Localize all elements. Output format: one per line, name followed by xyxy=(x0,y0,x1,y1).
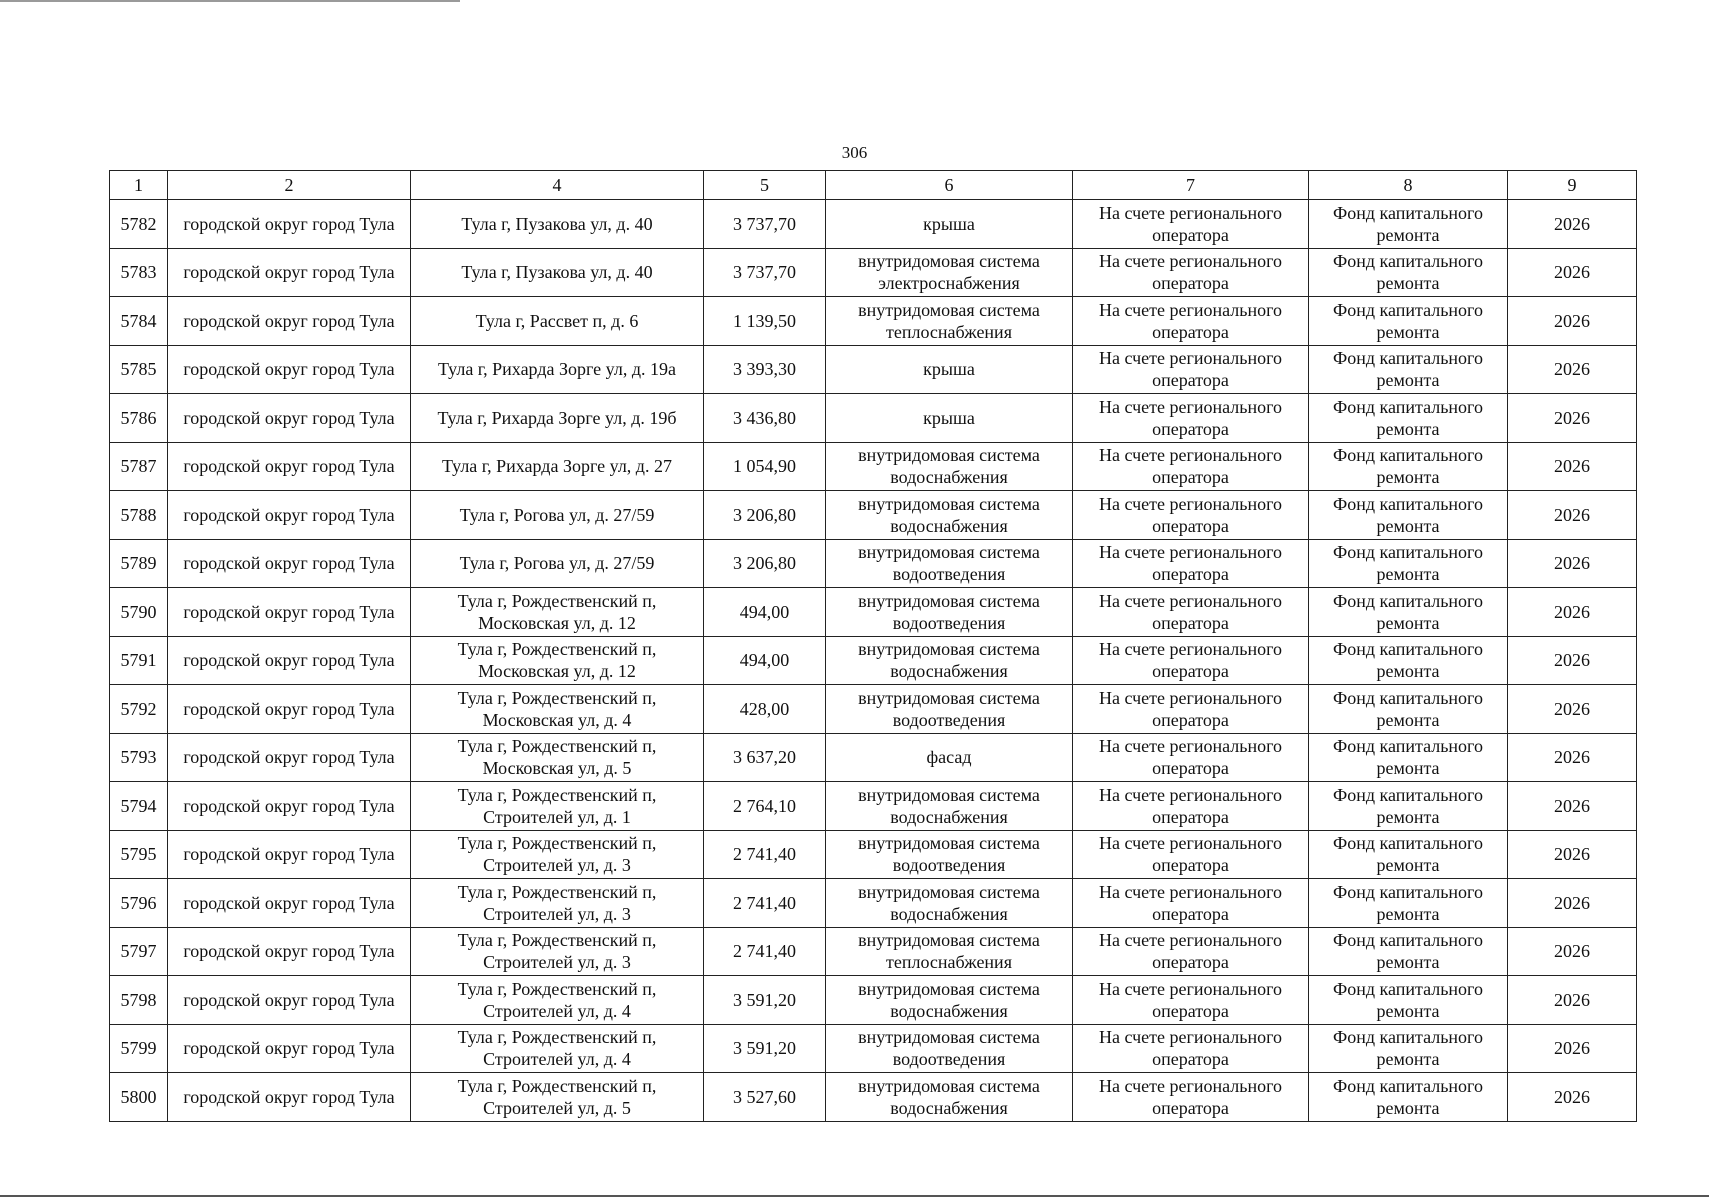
column-header: 2 xyxy=(168,171,411,200)
funding-method-cell: На счете регионального оператора xyxy=(1073,539,1309,588)
funding-source-cell: Фонд капитального ремонта xyxy=(1309,394,1508,443)
repair-element-cell: внутридомовая система водоснабжения xyxy=(826,442,1073,491)
year-cell: 2026 xyxy=(1508,636,1637,685)
table-row xyxy=(110,879,1637,928)
repair-element-cell: фасад xyxy=(826,733,1073,782)
table-row xyxy=(110,491,1637,540)
year-cell: 2026 xyxy=(1508,927,1637,976)
repair-element-cell: внутридомовая система водоотведения xyxy=(826,539,1073,588)
address-cell: Тула г, Пузакова ул, д. 40 xyxy=(411,200,704,249)
municipality-cell: городской округ город Тула xyxy=(168,1024,411,1073)
address-cell: Тула г, Рождественский п, Строителей ул, д. 1 xyxy=(411,782,704,831)
area-cell: 1 139,50 xyxy=(704,297,826,346)
year-cell: 2026 xyxy=(1508,685,1637,734)
table-row xyxy=(110,1024,1637,1073)
address-cell: Тула г, Рихарда Зорге ул, д. 27 xyxy=(411,442,704,491)
municipality-cell: городской округ город Тула xyxy=(168,442,411,491)
table-row xyxy=(110,927,1637,976)
funding-source-cell: Фонд капитального ремонта xyxy=(1309,879,1508,928)
row-number-cell: 5797 xyxy=(110,927,168,976)
column-header: 9 xyxy=(1508,171,1637,200)
area-cell: 2 741,40 xyxy=(704,927,826,976)
header-row xyxy=(110,171,1637,200)
table-row xyxy=(110,345,1637,394)
row-number-cell: 5786 xyxy=(110,394,168,443)
municipality-cell: городской округ город Тула xyxy=(168,200,411,249)
repair-element-cell: внутридомовая система водоснабжения xyxy=(826,1073,1073,1122)
area-cell: 3 737,70 xyxy=(704,248,826,297)
row-number-cell: 5784 xyxy=(110,297,168,346)
repair-element-cell: внутридомовая система водоотведения xyxy=(826,1024,1073,1073)
year-cell: 2026 xyxy=(1508,782,1637,831)
area-cell: 3 436,80 xyxy=(704,394,826,443)
municipality-cell: городской округ город Тула xyxy=(168,491,411,540)
year-cell: 2026 xyxy=(1508,248,1637,297)
year-cell: 2026 xyxy=(1508,1024,1637,1073)
row-number-cell: 5796 xyxy=(110,879,168,928)
address-cell: Тула г, Рихарда Зорге ул, д. 19а xyxy=(411,345,704,394)
funding-method-cell: На счете регионального оператора xyxy=(1073,782,1309,831)
address-cell: Тула г, Рихарда Зорге ул, д. 19б xyxy=(411,394,704,443)
address-cell: Тула г, Рождественский п, Строителей ул, д. 3 xyxy=(411,927,704,976)
row-number-cell: 5791 xyxy=(110,636,168,685)
funding-method-cell: На счете регионального оператора xyxy=(1073,830,1309,879)
funding-source-cell: Фонд капитального ремонта xyxy=(1309,248,1508,297)
funding-source-cell: Фонд капитального ремонта xyxy=(1309,1024,1508,1073)
row-number-cell: 5800 xyxy=(110,1073,168,1122)
table-row xyxy=(110,782,1637,831)
area-cell: 3 206,80 xyxy=(704,539,826,588)
area-cell: 3 637,20 xyxy=(704,733,826,782)
repair-element-cell: внутридомовая система теплоснабжения xyxy=(826,927,1073,976)
funding-source-cell: Фонд капитального ремонта xyxy=(1309,636,1508,685)
year-cell: 2026 xyxy=(1508,394,1637,443)
funding-method-cell: На счете регионального оператора xyxy=(1073,636,1309,685)
repair-register-table xyxy=(109,170,1637,1122)
row-number-cell: 5790 xyxy=(110,588,168,637)
area-cell: 3 527,60 xyxy=(704,1073,826,1122)
funding-source-cell: Фонд капитального ремонта xyxy=(1309,685,1508,734)
funding-method-cell: На счете регионального оператора xyxy=(1073,248,1309,297)
address-cell: Тула г, Рождественский п, Строителей ул, д. 4 xyxy=(411,976,704,1025)
row-number-cell: 5798 xyxy=(110,976,168,1025)
year-cell: 2026 xyxy=(1508,588,1637,637)
address-cell: Тула г, Рогова ул, д. 27/59 xyxy=(411,539,704,588)
top-rule xyxy=(0,0,460,2)
table-row xyxy=(110,636,1637,685)
year-cell: 2026 xyxy=(1508,539,1637,588)
address-cell: Тула г, Рождественский п, Московская ул, д. 5 xyxy=(411,733,704,782)
funding-source-cell: Фонд капитального ремонта xyxy=(1309,539,1508,588)
municipality-cell: городской округ город Тула xyxy=(168,733,411,782)
funding-source-cell: Фонд капитального ремонта xyxy=(1309,345,1508,394)
address-cell: Тула г, Рассвет п, д. 6 xyxy=(411,297,704,346)
address-cell: Тула г, Рождественский п, Строителей ул, д. 3 xyxy=(411,879,704,928)
repair-element-cell: внутридомовая система водоснабжения xyxy=(826,879,1073,928)
row-number-cell: 5794 xyxy=(110,782,168,831)
bottom-rule xyxy=(0,1195,1709,1197)
address-cell: Тула г, Рождественский п, Строителей ул, д. 4 xyxy=(411,1024,704,1073)
area-cell: 1 054,90 xyxy=(704,442,826,491)
funding-method-cell: На счете регионального оператора xyxy=(1073,1073,1309,1122)
row-number-cell: 5792 xyxy=(110,685,168,734)
funding-source-cell: Фонд капитального ремонта xyxy=(1309,830,1508,879)
municipality-cell: городской округ город Тула xyxy=(168,394,411,443)
table-row xyxy=(110,733,1637,782)
year-cell: 2026 xyxy=(1508,442,1637,491)
year-cell: 2026 xyxy=(1508,879,1637,928)
address-cell: Тула г, Рождественский п, Московская ул, д. 12 xyxy=(411,636,704,685)
area-cell: 3 206,80 xyxy=(704,491,826,540)
funding-source-cell: Фонд капитального ремонта xyxy=(1309,782,1508,831)
municipality-cell: городской округ город Тула xyxy=(168,830,411,879)
funding-method-cell: На счете регионального оператора xyxy=(1073,927,1309,976)
row-number-cell: 5789 xyxy=(110,539,168,588)
funding-method-cell: На счете регионального оператора xyxy=(1073,200,1309,249)
address-cell: Тула г, Рождественский п, Московская ул, д. 12 xyxy=(411,588,704,637)
municipality-cell: городской округ город Тула xyxy=(168,1073,411,1122)
column-header: 1 xyxy=(110,171,168,200)
area-cell: 3 591,20 xyxy=(704,1024,826,1073)
row-number-cell: 5782 xyxy=(110,200,168,249)
page-number: 306 xyxy=(841,143,868,162)
table-row xyxy=(110,200,1637,249)
year-cell: 2026 xyxy=(1508,1073,1637,1122)
funding-source-cell: Фонд капитального ремонта xyxy=(1309,442,1508,491)
table-row xyxy=(110,976,1637,1025)
area-cell: 3 591,20 xyxy=(704,976,826,1025)
funding-method-cell: На счете регионального оператора xyxy=(1073,685,1309,734)
address-cell: Тула г, Рогова ул, д. 27/59 xyxy=(411,491,704,540)
column-header: 4 xyxy=(411,171,704,200)
address-cell: Тула г, Рождественский п, Московская ул, д. 4 xyxy=(411,685,704,734)
funding-source-cell: Фонд капитального ремонта xyxy=(1309,588,1508,637)
municipality-cell: городской округ город Тула xyxy=(168,297,411,346)
row-number-cell: 5788 xyxy=(110,491,168,540)
year-cell: 2026 xyxy=(1508,200,1637,249)
year-cell: 2026 xyxy=(1508,830,1637,879)
municipality-cell: городской округ город Тула xyxy=(168,927,411,976)
table-row xyxy=(110,394,1637,443)
municipality-cell: городской округ город Тула xyxy=(168,345,411,394)
area-cell: 3 737,70 xyxy=(704,200,826,249)
area-cell: 3 393,30 xyxy=(704,345,826,394)
repair-element-cell: крыша xyxy=(826,200,1073,249)
repair-element-cell: внутридомовая система водоснабжения xyxy=(826,976,1073,1025)
municipality-cell: городской округ город Тула xyxy=(168,685,411,734)
row-number-cell: 5783 xyxy=(110,248,168,297)
repair-element-cell: внутридомовая система водоотведения xyxy=(826,830,1073,879)
municipality-cell: городской округ город Тула xyxy=(168,588,411,637)
year-cell: 2026 xyxy=(1508,733,1637,782)
repair-element-cell: крыша xyxy=(826,345,1073,394)
municipality-cell: городской округ город Тула xyxy=(168,248,411,297)
row-number-cell: 5785 xyxy=(110,345,168,394)
funding-method-cell: На счете регионального оператора xyxy=(1073,394,1309,443)
address-cell: Тула г, Рождественский п, Строителей ул, д. 5 xyxy=(411,1073,704,1122)
year-cell: 2026 xyxy=(1508,345,1637,394)
funding-method-cell: На счете регионального оператора xyxy=(1073,588,1309,637)
row-number-cell: 5793 xyxy=(110,733,168,782)
funding-method-cell: На счете регионального оператора xyxy=(1073,345,1309,394)
area-cell: 494,00 xyxy=(704,588,826,637)
year-cell: 2026 xyxy=(1508,976,1637,1025)
table-row xyxy=(110,442,1637,491)
funding-method-cell: На счете регионального оператора xyxy=(1073,491,1309,540)
address-cell: Тула г, Рождественский п, Строителей ул, д. 3 xyxy=(411,830,704,879)
repair-element-cell: внутридомовая система водоснабжения xyxy=(826,636,1073,685)
year-cell: 2026 xyxy=(1508,297,1637,346)
funding-source-cell: Фонд капитального ремонта xyxy=(1309,200,1508,249)
area-cell: 2 764,10 xyxy=(704,782,826,831)
repair-element-cell: внутридомовая система электроснабжения xyxy=(826,248,1073,297)
funding-method-cell: На счете регионального оператора xyxy=(1073,442,1309,491)
row-number-cell: 5795 xyxy=(110,830,168,879)
repair-element-cell: крыша xyxy=(826,394,1073,443)
municipality-cell: городской округ город Тула xyxy=(168,636,411,685)
area-cell: 2 741,40 xyxy=(704,830,826,879)
repair-element-cell: внутридомовая система водоотведения xyxy=(826,685,1073,734)
area-cell: 2 741,40 xyxy=(704,879,826,928)
row-number-cell: 5787 xyxy=(110,442,168,491)
funding-source-cell: Фонд капитального ремонта xyxy=(1309,927,1508,976)
address-cell: Тула г, Пузакова ул, д. 40 xyxy=(411,248,704,297)
repair-element-cell: внутридомовая система водоснабжения xyxy=(826,491,1073,540)
funding-method-cell: На счете регионального оператора xyxy=(1073,297,1309,346)
repair-element-cell: внутридомовая система водоснабжения xyxy=(826,782,1073,831)
table-row xyxy=(110,297,1637,346)
column-header: 5 xyxy=(704,171,826,200)
table-row xyxy=(110,248,1637,297)
column-header: 8 xyxy=(1309,171,1508,200)
year-cell: 2026 xyxy=(1508,491,1637,540)
municipality-cell: городской округ город Тула xyxy=(168,976,411,1025)
column-header: 6 xyxy=(826,171,1073,200)
funding-method-cell: На счете регионального оператора xyxy=(1073,976,1309,1025)
funding-source-cell: Фонд капитального ремонта xyxy=(1309,1073,1508,1122)
table-row xyxy=(110,685,1637,734)
municipality-cell: городской округ город Тула xyxy=(168,879,411,928)
funding-method-cell: На счете регионального оператора xyxy=(1073,733,1309,782)
column-header: 7 xyxy=(1073,171,1309,200)
municipality-cell: городской округ город Тула xyxy=(168,539,411,588)
municipality-cell: городской округ город Тула xyxy=(168,782,411,831)
table-row xyxy=(110,1073,1637,1122)
table-row xyxy=(110,539,1637,588)
area-cell: 428,00 xyxy=(704,685,826,734)
row-number-cell: 5799 xyxy=(110,1024,168,1073)
repair-element-cell: внутридомовая система теплоснабжения xyxy=(826,297,1073,346)
table-row xyxy=(110,830,1637,879)
area-cell: 494,00 xyxy=(704,636,826,685)
repair-element-cell: внутридомовая система водоотведения xyxy=(826,588,1073,637)
funding-source-cell: Фонд капитального ремонта xyxy=(1309,976,1508,1025)
funding-method-cell: На счете регионального оператора xyxy=(1073,1024,1309,1073)
funding-source-cell: Фонд капитального ремонта xyxy=(1309,733,1508,782)
funding-method-cell: На счете регионального оператора xyxy=(1073,879,1309,928)
funding-source-cell: Фонд капитального ремонта xyxy=(1309,297,1508,346)
funding-source-cell: Фонд капитального ремонта xyxy=(1309,491,1508,540)
table-row xyxy=(110,588,1637,637)
